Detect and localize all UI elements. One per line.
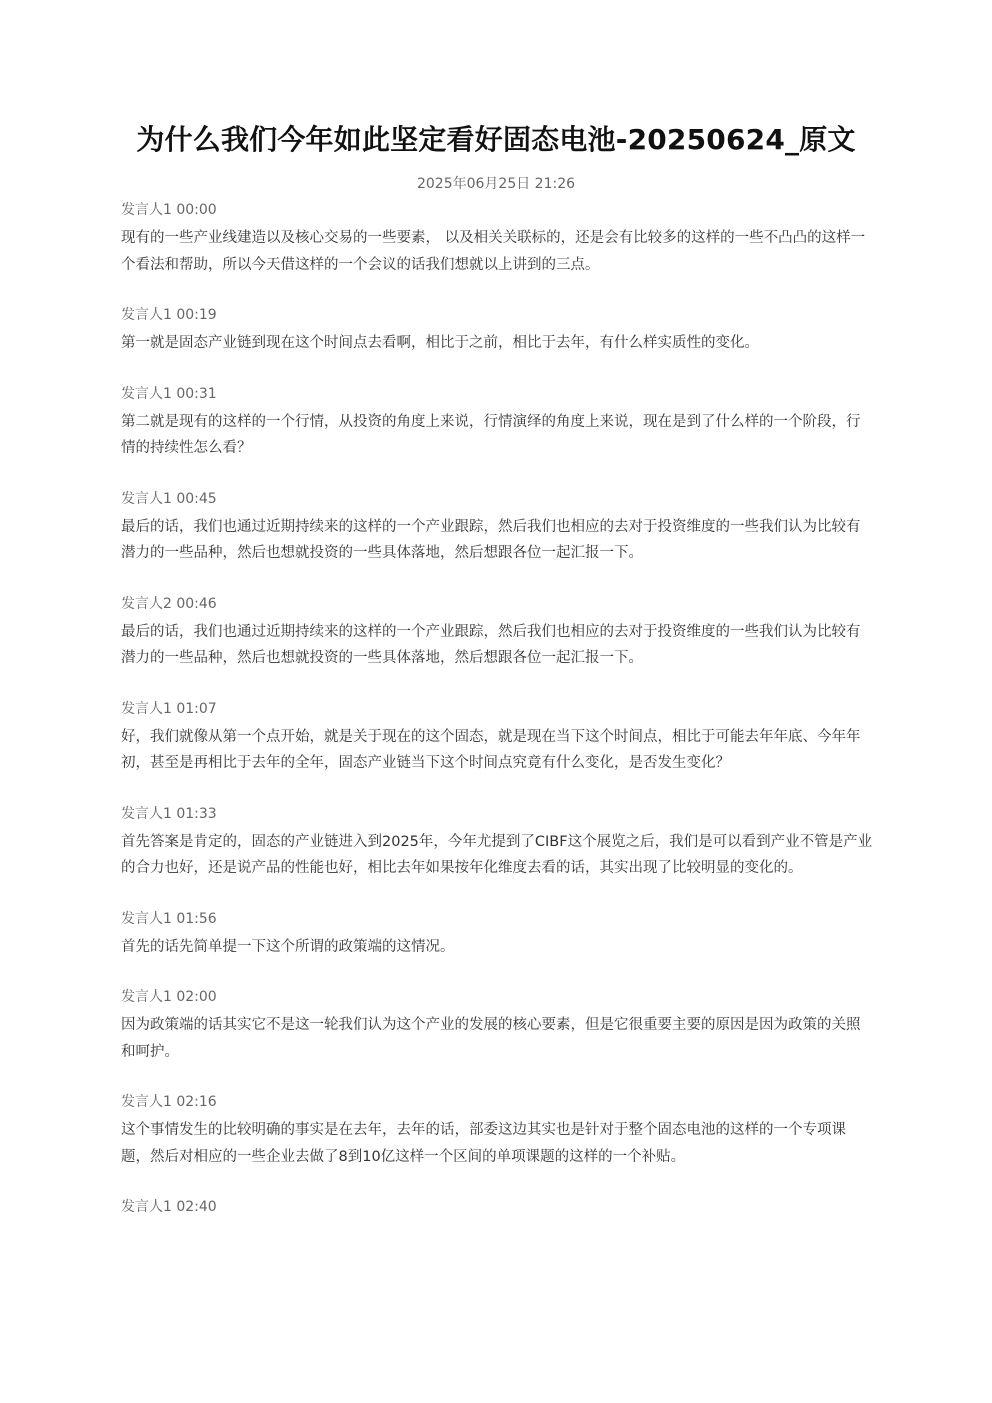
speaker-timestamp: 发言人1 00:45 <box>121 490 217 507</box>
transcript-entry <box>121 698 873 777</box>
speaker-timestamp: 发言人1 00:00 <box>121 202 217 218</box>
speaker-timestamp: 发言人1 02:40 <box>121 1199 217 1215</box>
transcript-entry <box>121 593 873 672</box>
transcript-text: 第二就是现有的这样的一个行情，从投资的角度上来说，行情演绎的角度上来说，现在是到了什么样的一个阶段，行情的持续性怎么看？ <box>121 413 861 456</box>
speaker-timestamp: 发言人1 02:00 <box>121 989 217 1005</box>
transcript-text: 第一就是固态产业链到现在这个时间点去看啊，相比于之前，相比于去年，有什么样实质性的变化。 <box>121 335 759 351</box>
transcript-text: 因为政策端的话其实它不是这一轮我们认为这个产业的发展的核心要素，但是它很重要主要的原因是因为政策的关照和呵护。 <box>121 1017 861 1060</box>
speaker-timestamp: 发言人1 00:31 <box>121 385 217 402</box>
transcript-text: 首先的话先简单提一下这个所谓的政策端的这情况。 <box>121 938 455 955</box>
speaker-timestamp: 发言人1 02:16 <box>121 1094 217 1110</box>
transcript-list <box>121 199 873 1244</box>
transcript-entry <box>121 908 873 961</box>
speaker-timestamp: 发言人2 00:46 <box>121 595 217 612</box>
document-date: 2025年06月25日 21:26 <box>416 176 576 192</box>
transcript-text: 最后的话，我们也通过近期持续来的这样的一个产业跟踪，然后我们也相应的去对于投资维度的一些我们认为比较有潜力的一些品种，然后也想就投资的一些具体落地，然后想跟各位一起汇报一下。 <box>121 623 861 666</box>
transcript-entry <box>121 304 873 357</box>
transcript-entry <box>121 803 873 882</box>
transcript-entry <box>121 199 873 278</box>
transcript-text: 首先答案是肯定的，固态的产业链进入到2025年，今年尤提到了CIBF这个展览之后，我们是可以看到产业不管是产业的合力也好，还是说产品的性能也好，相比去年如果按年化维度去看的话，其实出现了比较明显的变化的。 <box>121 833 873 876</box>
transcript-text: 最后的话，我们也通过近期持续来的这样的一个产业跟踪，然后我们也相应的去对于投资维度的一些我们认为比较有潜力的一些品种，然后也想就投资的一些具体落地，然后想跟各位一起汇报一下。 <box>121 518 861 561</box>
speaker-timestamp: 发言人1 01:07 <box>121 700 217 717</box>
speaker-timestamp: 发言人1 01:33 <box>121 805 217 822</box>
transcript-entry <box>121 1091 873 1170</box>
transcript-text: 这个事情发生的比较明确的事实是在去年，去年的话，部委这边其实也是针对于整个固态电池的这样的一个专项课题，然后对相应的一些企业去做了8到10亿这样一个区间的单项课题的这样的一个补贴。 <box>121 1122 846 1165</box>
transcript-text: 现有的一些产业线建造以及核心交易的一些要素， 以及相关关联标的，还是会有比较多的这样的一些不凸凸的这样一个看法和帮助，所以今天借这样的一个会议的话我们想就以上讲到的三点。 <box>121 230 866 273</box>
transcript-entry <box>121 383 873 462</box>
document-title: 为什么我们今年如此坚定看好固态电池-20250624_原文 <box>136 123 856 156</box>
transcript-entry <box>121 488 873 567</box>
transcript-entry <box>121 1196 873 1218</box>
speaker-timestamp: 发言人1 01:56 <box>121 910 217 927</box>
transcript-entry <box>121 986 873 1065</box>
transcript-text: 好，我们就像从第一个点开始，就是关于现在的这个固态，就是现在当下这个时间点，相比于可能去年年底、今年年初，甚至是再相比于去年的全年，固态产业链当下这个时间点究竟有什么变化，是否发生变化？ <box>121 728 861 771</box>
speaker-timestamp: 发言人1 00:19 <box>121 307 217 323</box>
